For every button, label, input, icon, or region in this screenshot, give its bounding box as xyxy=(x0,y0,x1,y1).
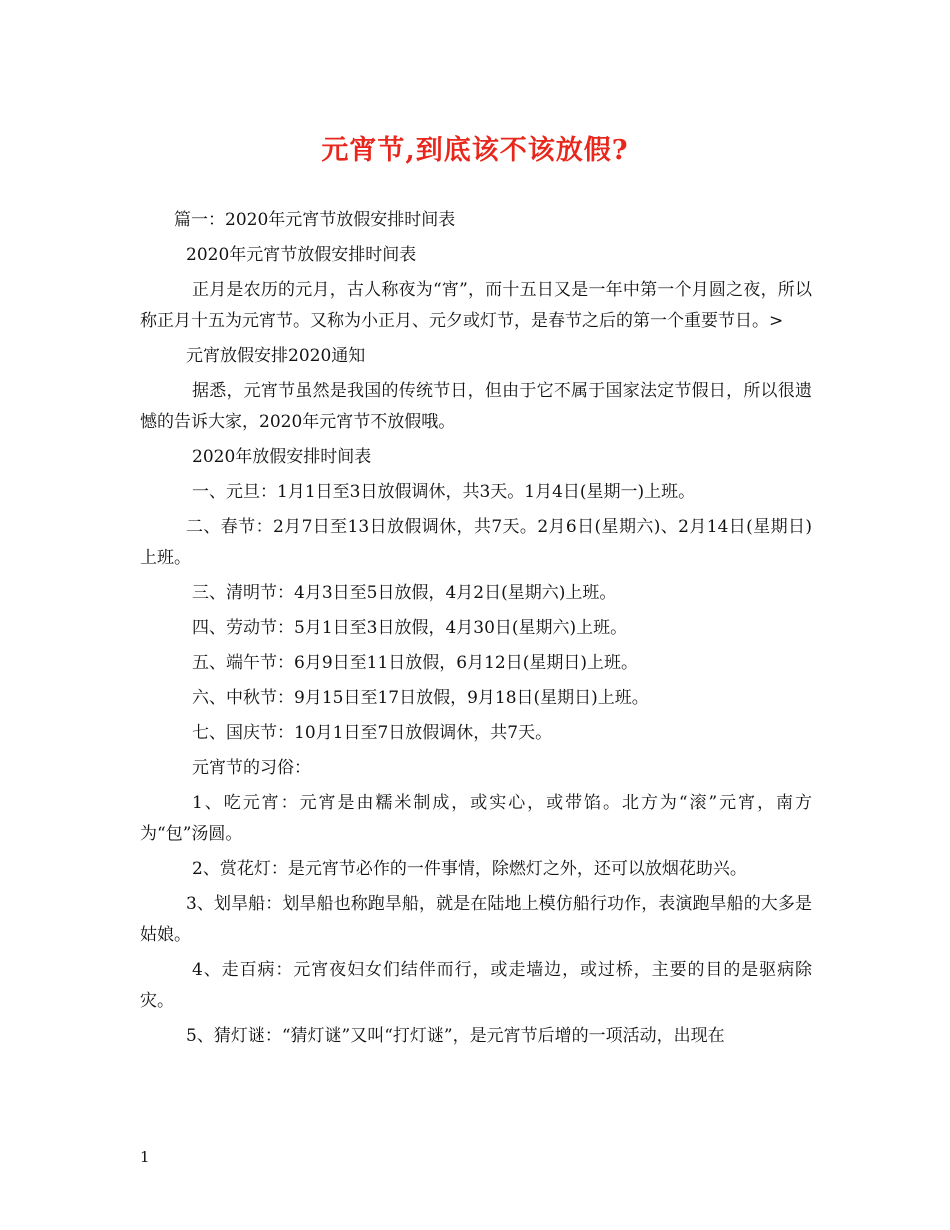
subheading: 2020年元宵节放假安排时间表 xyxy=(186,245,417,265)
notice-heading: 元宵放假安排2020通知 xyxy=(186,346,366,366)
holiday-item: 四、劳动节：5月1日至3日放假，4月30日(星期六)上班。 xyxy=(192,618,628,638)
page-number: 1 xyxy=(140,1148,150,1166)
custom-item: 2、赏花灯：是元宵节必作的一件事情，除燃灯之外，还可以放烟花助兴。 xyxy=(192,859,747,879)
document-title: 元宵节,到底该不该放假? xyxy=(321,135,629,166)
holiday-item: 三、清明节：4月3日至5日放假，4月2日(星期六)上班。 xyxy=(192,583,617,603)
document-body xyxy=(140,205,812,1056)
custom-item: 5、猜灯谜：“猜灯谜”又叫“打灯谜”，是元宵节后增的一项活动，出现在 xyxy=(186,1026,725,1046)
custom-item: 4、走百病：元宵夜妇女们结伴而行，或走墙边，或过桥，主要的目的是驱病除灾。 xyxy=(140,960,812,1011)
holiday-item: 一、元旦：1月1日至3日放假调休，共3天。1月4日(星期一)上班。 xyxy=(192,482,696,502)
schedule-heading: 2020年放假安排时间表 xyxy=(192,447,372,467)
section-heading: 篇一：2020年元宵节放假安排时间表 xyxy=(174,210,456,230)
holiday-item: 七、国庆节：10月1日至7日放假调休，共7天。 xyxy=(192,723,553,743)
notice-paragraph: 据悉，元宵节虽然是我国的传统节日，但由于它不属于国家法定节假日，所以很遗憾的告诉大家，2020年元宵节不放假哦。 xyxy=(140,381,812,432)
custom-item: 3、划旱船：划旱船也称跑旱船，就是在陆地上模仿船行功作，表演跑旱船的大多是姑娘。 xyxy=(140,894,812,945)
intro-paragraph: 正月是农历的元月，古人称夜为“宵”，而十五日又是一年中第一个月圆之夜，所以称正月十五为元宵节。又称为小正月、元夕或灯节，是春节之后的第一个重要节日。> xyxy=(140,280,812,331)
customs-heading: 元宵节的习俗： xyxy=(192,758,311,778)
holiday-item: 二、春节：2月7日至13日放假调休，共7天。2月6日(星期六)、2月14日(星期日)上班。 xyxy=(140,517,812,568)
custom-item: 1、吃元宵：元宵是由糯米制成，或实心，或带馅。北方为“滚”元宵，南方为“包”汤圆。 xyxy=(140,793,812,844)
holiday-item: 六、中秋节：9月15日至17日放假，9月18日(星期日)上班。 xyxy=(192,688,649,708)
holiday-item: 五、端午节：6月9日至11日放假，6月12日(星期日)上班。 xyxy=(192,653,638,673)
